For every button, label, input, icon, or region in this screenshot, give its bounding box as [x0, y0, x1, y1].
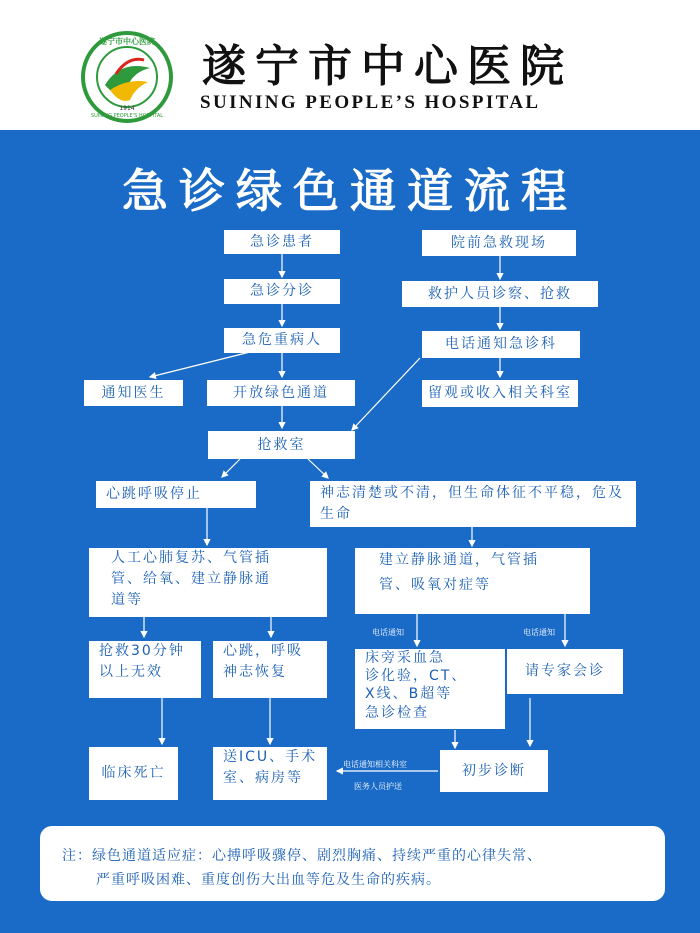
recovery-line2: 神志恢复: [223, 664, 287, 680]
box-rescue-fail: [89, 641, 201, 698]
label-phone-notify-1: 电话通知: [372, 628, 404, 637]
box-prehospital-scene: 院前急救现场: [422, 230, 576, 256]
label-notify-dept: 电话通知相关科室: [343, 760, 407, 769]
hospital-name-cn: 遂宁市中心医院: [202, 41, 573, 92]
box-cpr: [89, 548, 327, 617]
cpr-line1: 人工心肺复苏、气管插: [111, 550, 271, 566]
logo-bottom-text: SUINING PEOPLE'S HOSPITAL: [90, 113, 164, 119]
bedside-line4: 急诊检查: [365, 704, 429, 721]
rescue-fail-line2: 以上无效: [99, 664, 163, 680]
label-phone-notify-2: 电话通知: [523, 628, 555, 637]
box-phone-notify-er: 电话通知急诊科: [422, 331, 580, 358]
rescue-fail-line1: 抢救30分钟: [99, 643, 185, 659]
box-transfer: [213, 747, 327, 800]
cpr-line3: 道等: [111, 592, 143, 608]
box-clinical-death: 临床死亡: [89, 747, 178, 800]
box-recovery: [213, 641, 327, 698]
logo-top-text: 遂宁市中心医院: [99, 37, 155, 46]
note-panel: [40, 826, 665, 901]
box-prelim-diagnosis: 初步诊断: [440, 750, 548, 792]
bedside-line2: 诊化验，CT、: [365, 668, 468, 685]
note-line2: 严重呼吸困难、重度创伤大出血等危及生命的疾病。: [96, 872, 441, 888]
iv-line2: 管、吸氧对症等: [379, 577, 491, 594]
box-open-green-channel: 开放绿色通道: [207, 380, 355, 406]
cpr-line2: 管、给氧、建立静脉通: [111, 571, 271, 587]
box-emergency-patient: 急诊患者: [224, 230, 340, 254]
page-title: 急诊绿色通道流程: [122, 164, 578, 218]
recovery-line1: 心跳，呼吸: [223, 643, 303, 659]
hospital-name-en: SUINING PEOPLE’S HOSPITAL: [200, 92, 541, 113]
box-critical-patient: 急危重病人: [224, 328, 340, 353]
box-ambulance-diagnosis: 救护人员诊察、抢救: [402, 281, 598, 307]
box-expert-consult: 请专家会诊: [507, 649, 623, 694]
transfer-line1: 送ICU、手术: [223, 749, 318, 765]
box-cardiac-arrest: 心跳呼吸停止: [96, 481, 256, 508]
label-staff-escort: 医务人员护送: [354, 782, 402, 791]
box-unstable: 神志清楚或不清，但生命体征不平稳，危及生命: [310, 481, 636, 527]
box-resus-room: 抢救室: [208, 431, 355, 459]
box-observe-or-admit: 留观或收入相关科室: [422, 380, 578, 407]
box-triage: 急诊分诊: [224, 279, 340, 304]
box-notify-doctor: 通知医生: [84, 380, 183, 406]
transfer-line2: 室、病房等: [223, 770, 303, 786]
bedside-line1: 床旁采血急: [365, 650, 445, 666]
note-line1: 注：绿色通道适应症：心搏呼吸骤停、剧烈胸痛、持续严重的心律失常、: [62, 848, 542, 864]
bedside-line3: X线、B超等: [365, 686, 453, 703]
iv-line1: 建立静脉通道，气管插: [379, 552, 539, 568]
box-iv-access: [355, 548, 590, 614]
box-bedside-tests: [355, 649, 505, 729]
logo-year: 1914: [119, 105, 135, 112]
